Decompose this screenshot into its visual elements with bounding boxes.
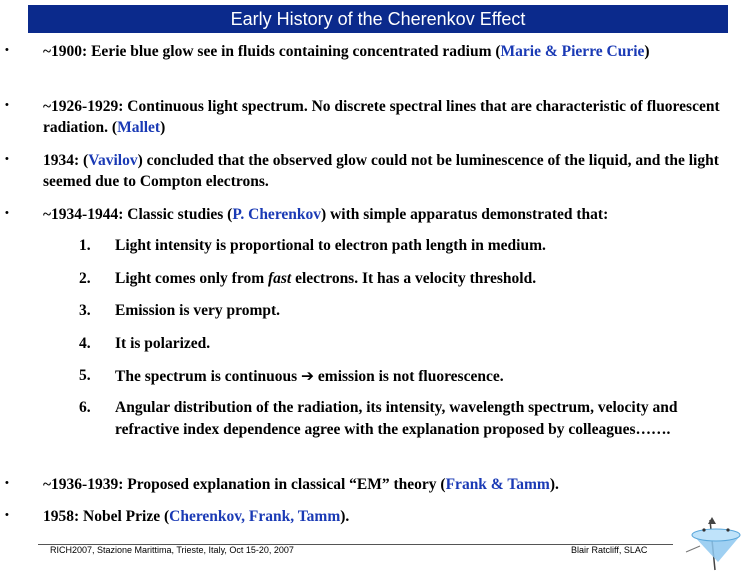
bullet-icon: •: [5, 153, 9, 165]
bullet-4: [43, 204, 723, 225]
bullet-6-close: ).: [340, 508, 350, 525]
bullet-icon: •: [5, 509, 9, 521]
bullet-5-close: ).: [549, 476, 559, 493]
bullet-3-text-a: 1934: (: [43, 152, 89, 169]
bullet-6-text: 1958: Nobel Prize (: [43, 508, 170, 525]
bullet-icon: •: [5, 99, 9, 111]
list-item-5-post: emission is not fluorescence.: [314, 368, 504, 385]
list-item-5: [115, 365, 740, 388]
footer-left: RICH2007, Stazione Marittima, Trieste, Italy, Oct 15-20, 2007: [50, 545, 294, 555]
bullet-4-names: P. Cherenkov: [232, 206, 322, 223]
bullet-icon: •: [5, 207, 9, 219]
list-item-2-post: electrons. It has a velocity threshold.: [291, 270, 537, 287]
list-item-3: Emission is very prompt.: [115, 302, 281, 319]
slide-title: Early History of the Cherenkov Effect: [28, 5, 728, 33]
bullet-4-text-a: ~1934-1944: Classic studies (: [43, 206, 233, 223]
bullet-3-text-b: ) concluded that the observed glow could not be luminescence of the liquid, and the light seemed due to Compton electrons.: [43, 152, 719, 190]
bullet-4-text-b: ) with simple apparatus demonstrated that:: [321, 206, 609, 223]
bullet-5-text: ~1936-1939: Proposed explanation in classical “EM” theory (: [43, 476, 446, 493]
bullet-6-names: Cherenkov, Frank, Tamm: [169, 508, 341, 525]
footer-right: Blair Ratcliff, SLAC: [571, 545, 648, 555]
bullet-5: [43, 474, 723, 495]
bullet-1-close: ): [644, 43, 650, 60]
bullet-2-names: Mallet: [117, 119, 161, 136]
cherenkov-cone-icon: [682, 512, 752, 572]
bullet-6: [43, 506, 723, 527]
list-item-4: It is polarized.: [115, 335, 211, 352]
bullet-2: [43, 96, 723, 138]
list-number: 3.: [79, 302, 91, 319]
list-number: 4.: [79, 335, 91, 352]
list-number: 2.: [79, 270, 91, 287]
list-item-2-em: fast: [267, 270, 292, 287]
bullet-icon: •: [5, 44, 9, 56]
bullet-5-names: Frank & Tamm: [445, 476, 550, 493]
list-number: 1.: [79, 237, 91, 254]
list-item-1: Light intensity is proportional to electron path length in medium.: [115, 237, 546, 254]
bullet-2-close: ): [160, 119, 166, 136]
list-item-5-pre: The spectrum is continuous: [115, 368, 302, 385]
bullet-2-text: ~1926-1929: Continuous light spectrum. No discrete spectral lines that are characteristic of fluorescent radiation. (: [43, 98, 720, 136]
bullet-1-text: ~1900: Eerie blue glow see in fluids containing concentrated radium (: [43, 43, 501, 60]
bullet-1: [43, 41, 723, 62]
right-arrow-icon: ➔: [301, 367, 315, 385]
list-number: 5.: [79, 367, 91, 384]
list-item-6: Angular distribution of the radiation, its intensity, wavelength spectrum, velocity and refractive index dependence agree with the explanation proposed by colleagues…….: [115, 399, 678, 438]
bullet-3: [43, 150, 723, 192]
list-item-2-pre: Light comes only from: [115, 270, 268, 287]
bullet-1-names: Marie & Pierre Curie: [500, 43, 645, 60]
list-number: 6.: [79, 399, 91, 416]
list-item-2: [115, 268, 740, 290]
bullet-icon: •: [5, 477, 9, 489]
bullet-3-names: Vavilov: [88, 152, 138, 169]
